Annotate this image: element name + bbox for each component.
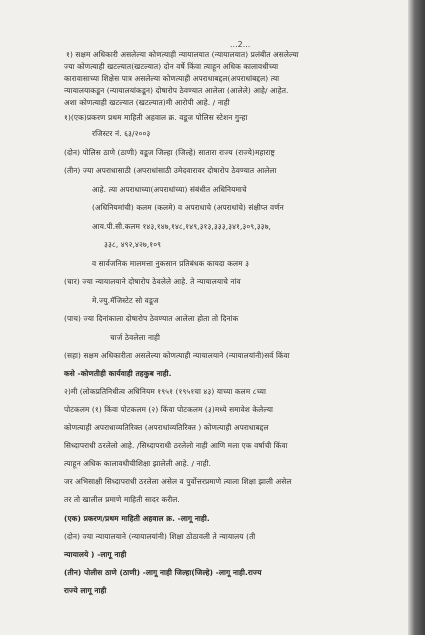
- text-line: जर अभिसाक्षी सिध्दापराधी ठरलेला असेल व पुर्वोत्तरप्रमाणे त्याला शिक्षा झाली असेल: [64, 477, 292, 486]
- text-line: कोणत्याही अपराधाव्यतिरिक्त (अपराधांव्यतिरिक्त ) कोणत्याही अपराधाबद्दल: [64, 423, 269, 432]
- text-line: ज्या कोणत्याही खटल्यात(खटल्यात) दोन वर्षे किंवा त्याहून अधिक कालावधीच्या: [64, 62, 279, 71]
- text-line: (एक) प्रकरण/प्रथम माहिती अहवाल क्र. -लागू नाही.: [64, 514, 210, 523]
- text-line: ३३८, ४९२,४२७,१०९: [104, 240, 162, 249]
- text-line: रजिस्टर नं. ६३/२००३: [92, 129, 151, 138]
- text-line: (अधिनियमांची) कलम (कलमे) व अपराधाचे (अपराधांचे) संक्षीप्त वर्णन: [92, 203, 284, 212]
- text-line: (तीन) ज्या अपराधासाठी (अपराधांसाठी उमेदवारावर दोषारोप ठेवण्यात आलेला: [64, 166, 277, 175]
- text-line: त्याहून अधिक कालावधीचीशिक्षा झालेली आहे. / नाही.: [64, 459, 212, 468]
- text-line: (तीन) पोलीस ठाणे (ठाणी) -लागू नाही जिल्हा(जिल्हे) -लागू नाही.राज्य: [64, 568, 262, 577]
- text-line: कसे -कोणतीही कार्यवाही तहकुब नाही.: [64, 369, 172, 378]
- text-line: २)मी (लोकप्रतिनिधीत्व अधिनियम १९५१ (१९५१चा ४३) याच्या कलम ८च्या: [64, 387, 266, 396]
- text-line: १) सक्षम अधिकारी असलेल्या कोणत्याही न्यायालयात (न्यायालयात) प्रलंबीत असलेल्या: [66, 50, 299, 59]
- text-line: आय.पी.सी.कलम १४३,१४७,१४८,१४९,३१३,३३३,३४१,३०९,३३७,: [92, 222, 271, 231]
- text-line: पोटकलम (१) किंवा पोटकलम (२) किंवा पोटकलम (३)मध्ये समावेश केलेल्या: [64, 405, 274, 414]
- text-line: चार्ज ठेवलेला नाही: [110, 333, 160, 342]
- text-line: सिध्दापराधी ठरलेलो आहे. /सिध्दापराधी ठरलेलो नाही आणि मला एक वर्षाची किंवा: [64, 441, 288, 450]
- text-line: तर तो खालील प्रमाणे माहिती सादर करील.: [64, 495, 180, 504]
- text-line: अशा कोणत्याही खटल्यात (खटल्यात)मी आरोपी आहे. / नाही: [64, 98, 230, 107]
- text-line: (दोन) पोलिस ठाणे (ठाणी) वडूज जिल्हा (जिल्हे) सातारा राज्य (राज्ये)महाराष्ट्र: [64, 148, 275, 157]
- text-line: (सहा) सक्षम अधिकारीता असलेल्या कोणत्याही न्यायालयाने (न्यायालयांनी)सर्व किंवा: [64, 351, 290, 360]
- text-line: (दोन) ज्या न्यायालयाने (न्यायालयांनी) शिक्षा ठोठावली ते न्यायालय (ती: [64, 532, 256, 541]
- page-edge-shadow: [408, 0, 425, 635]
- text-line: न्यायालये ) -लागू नाही: [64, 550, 127, 559]
- text-line: न्यायालयाकडून (न्यायालयांकडून) दोषारोप ठेवण्यात आलेला (आलेले) आहे/ आहेत.: [64, 86, 289, 95]
- text-line: व सार्वजनिक मालमत्ता नुकसान प्रतिबंधक कायदा कलम ३: [92, 259, 250, 268]
- text-line: (पाच) ज्या दिनांकाला दोषारोप ठेवण्यात आलेला होता तो दिनांक: [64, 314, 239, 323]
- text-line: कारावासाच्या शिक्षेस पात्र असलेल्या कोणत्याही अपराधाबद्दल(अपराधांबद्दल) त्या: [64, 74, 280, 83]
- text-line: आहे. त्या अपराधाच्या(अपराधांच्या) संबंधीत अधिनियमाचे: [92, 185, 247, 194]
- text-line: मे.ज्यु.मॅजिस्टेट सो वडूज: [92, 296, 159, 305]
- text-line: १)(एक)प्रकरण प्रथम माहिती अहवाल क्र. वडूज पोलिस स्टेशन गुन्हा: [64, 113, 248, 122]
- text-line: राज्ये लागू नाही: [64, 586, 107, 595]
- page-number: ...2...: [230, 40, 251, 49]
- text-line: (चार) ज्या न्यायालयाने दोषारोप ठेवलेले आहे. ते न्यायालयाचे नांव: [64, 277, 241, 286]
